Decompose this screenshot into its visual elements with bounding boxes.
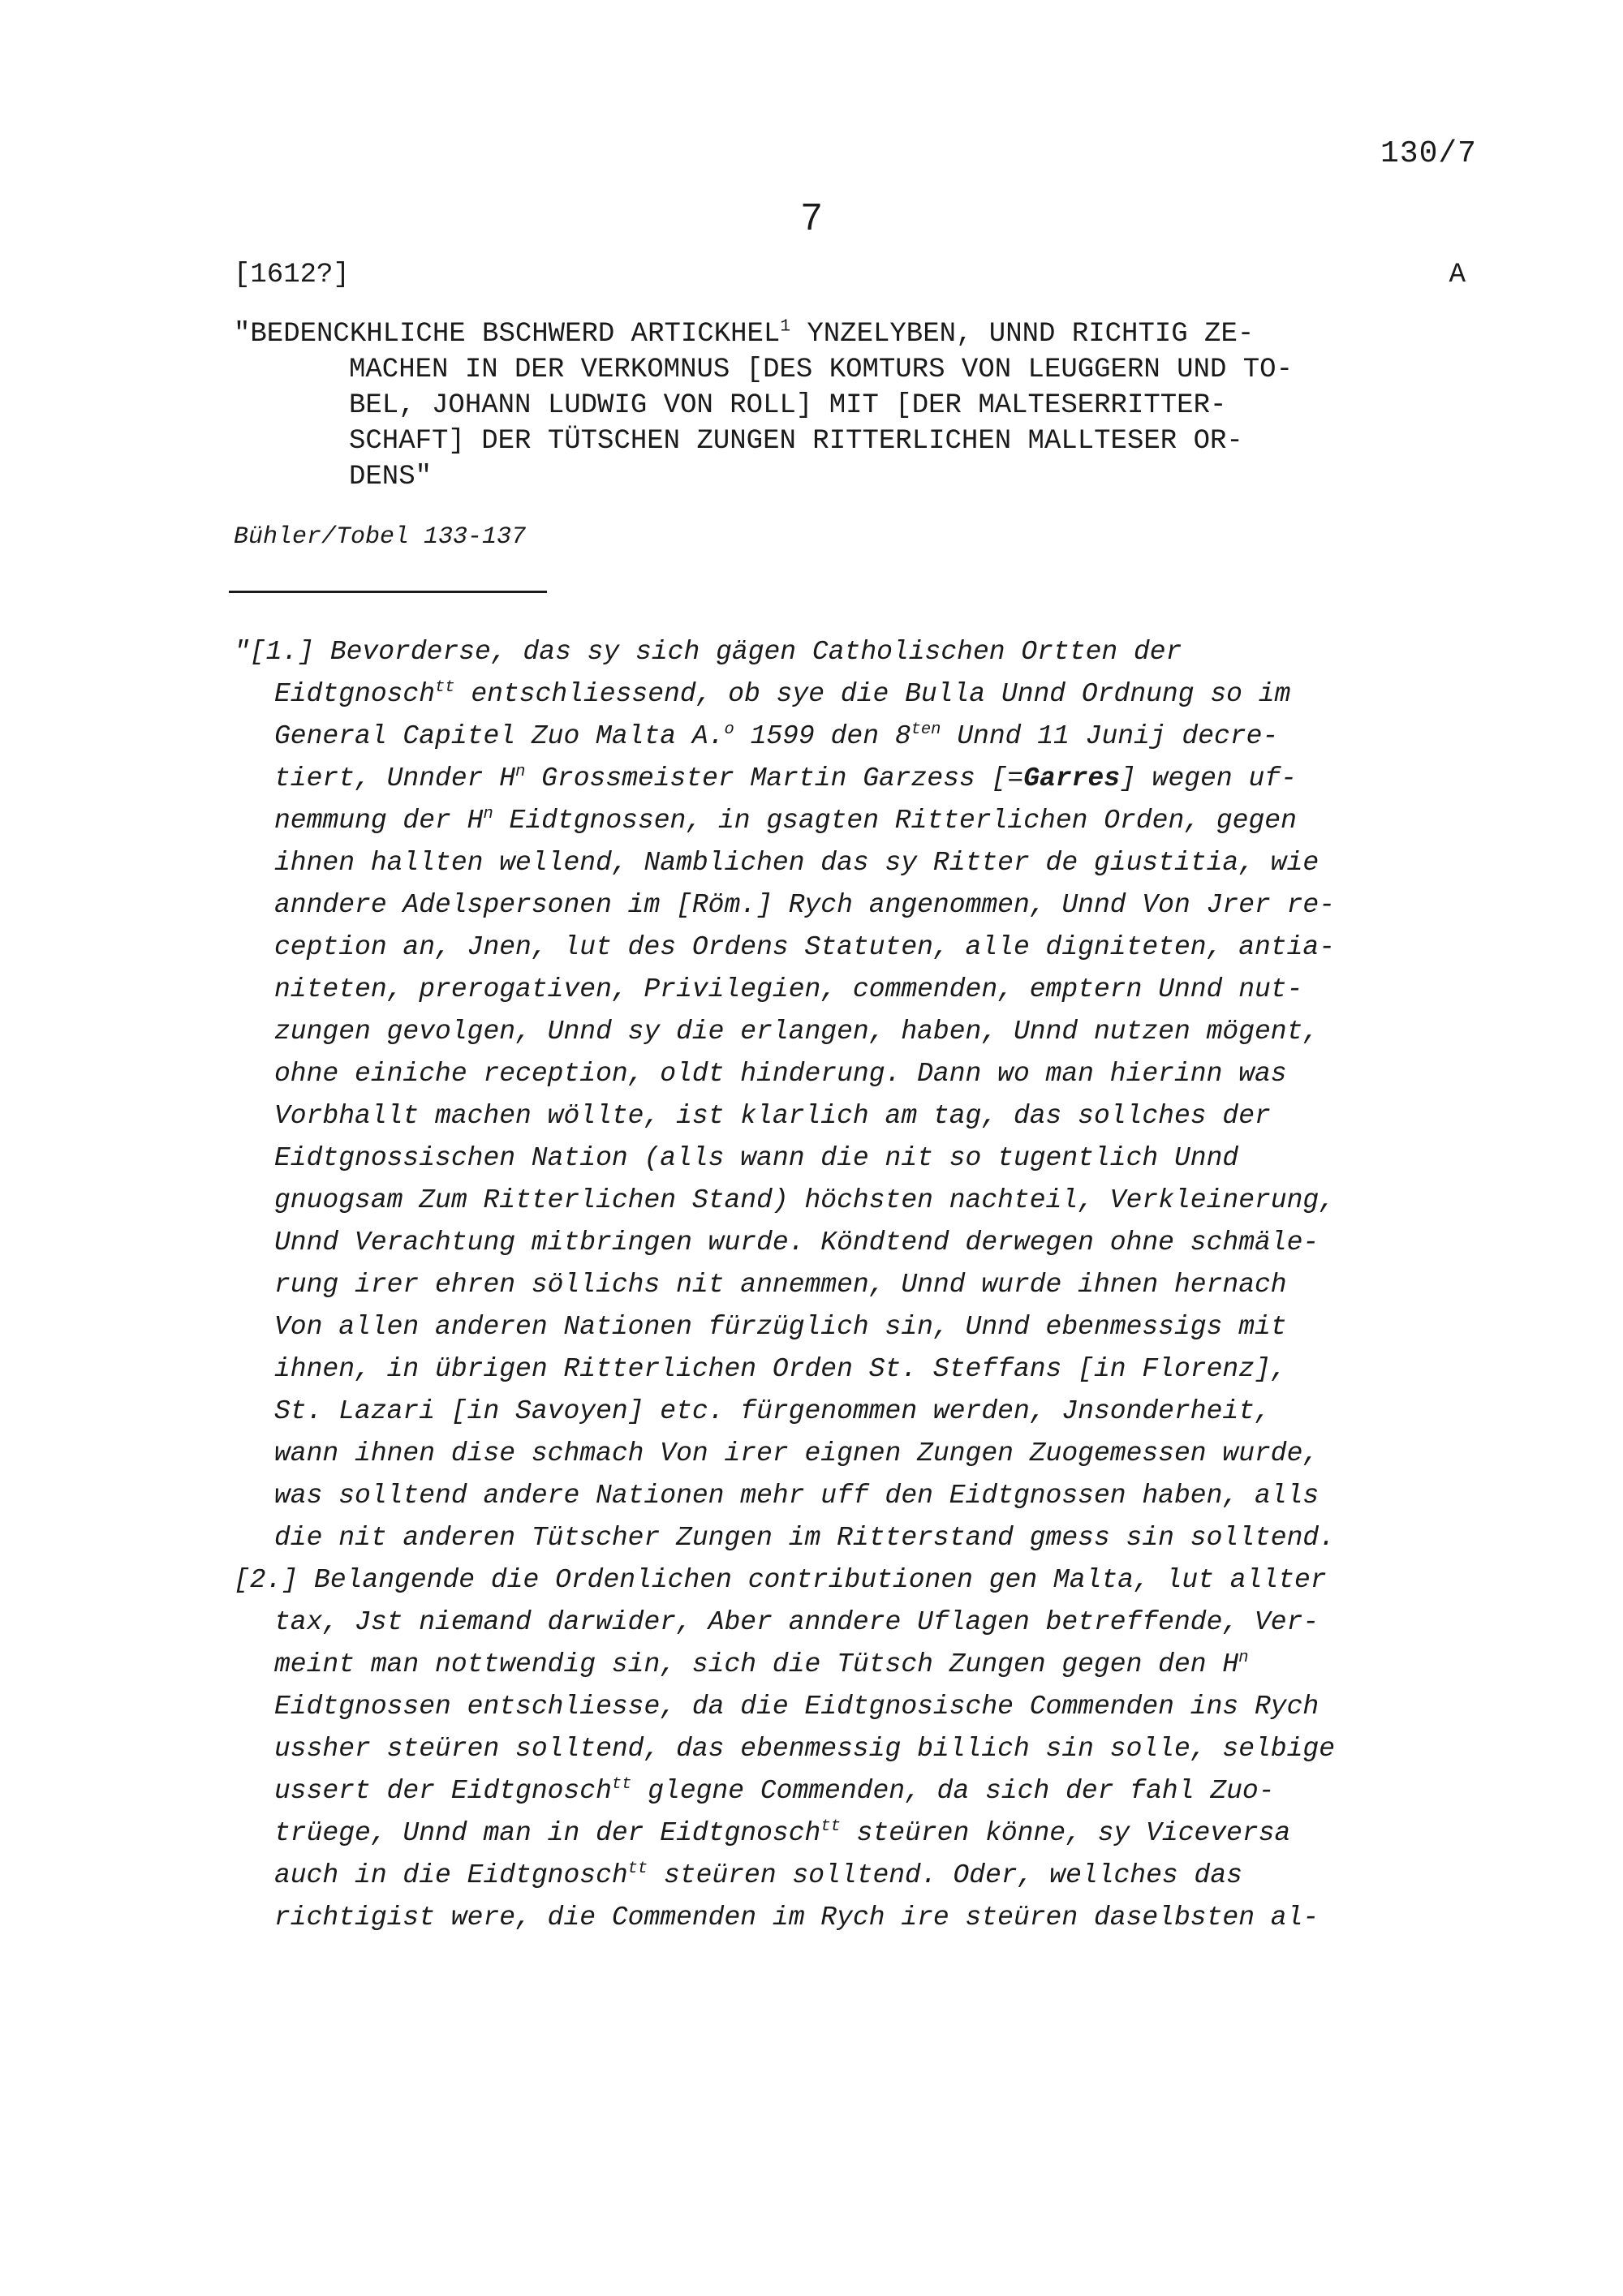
text-run: steüren solltend. Oder, wellches das: [648, 1860, 1242, 1890]
text-run: entschliessend, ob sye die Bulla Unnd Ordnung so im: [454, 679, 1291, 709]
body-line: [234, 716, 1335, 758]
text-run: Garres: [1023, 763, 1121, 793]
superscript-text: tt: [627, 1860, 648, 1878]
body-line: [234, 1770, 1335, 1812]
text-run: trüege, Unnd man in der Eidtgnosch: [274, 1818, 821, 1848]
text-run: St. Lazari [in Savoyen] etc. fürgenommen werden, Jnsonderheit,: [274, 1396, 1271, 1426]
text-run: ] wegen uf-: [1120, 763, 1297, 793]
body-line: [234, 1306, 1335, 1348]
title-line: [234, 352, 1293, 388]
page-number: 7: [801, 196, 822, 238]
text-run: ception an, Jnen, lut des Ordens Statuten, alle digniteten, antia-: [274, 932, 1336, 962]
text-run: Von allen anderen Nationen fürzüglich sin, Unnd ebenmessigs mit: [274, 1312, 1287, 1342]
body-line: [234, 1475, 1335, 1517]
text-run: zungen gevolgen, Unnd sy die erlangen, haben, Unnd nutzen mögent,: [274, 1017, 1319, 1047]
body-line: [234, 1264, 1335, 1306]
document-body: [234, 631, 1335, 1939]
text-run: richtigist were, die Commenden im Rych ire steüren daselbsten al-: [274, 1903, 1319, 1933]
text-run: SCHAFT] DER TÜTSCHEN ZUNGEN RITTERLICHEN MALLTESER OR-: [349, 426, 1243, 457]
body-line: [234, 1644, 1335, 1686]
body-line: [234, 1897, 1335, 1939]
text-run: DENS": [349, 462, 433, 492]
body-line: [234, 1137, 1335, 1180]
document-title: [234, 316, 1293, 495]
document-letter: A: [1449, 260, 1466, 290]
superscript-text: tt: [820, 1817, 841, 1836]
body-line: [234, 1517, 1335, 1559]
text-run: Unnd Verachtung mitbringen wurde. Köndtend derwegen ohne schmäle-: [274, 1228, 1319, 1258]
body-line: [234, 800, 1335, 842]
body-line: [234, 1095, 1335, 1137]
title-line: [234, 424, 1293, 459]
superscript-text: n: [483, 805, 493, 823]
superscript-text: tt: [611, 1775, 632, 1794]
body-line: [234, 842, 1335, 884]
text-run: Eidtgnosch: [274, 679, 436, 709]
text-run: meint man nottwendig sin, sich die Tütsch Zungen gegen den H: [274, 1649, 1239, 1679]
text-run: anndere Adelspersonen im [Röm.] Rych angenommen, Unnd Von Jrer re-: [274, 890, 1336, 920]
body-line: [234, 969, 1335, 1011]
document-date: [1612?]: [234, 260, 350, 290]
body-line: [234, 1391, 1335, 1433]
text-run: auch in die Eidtgnosch: [274, 1860, 628, 1890]
superscript-text: n: [1238, 1649, 1249, 1667]
text-run: "BEDENCKHLICHE BSCHWERD ARTICKHEL: [234, 319, 781, 350]
body-line: [234, 1222, 1335, 1264]
text-run: [2.] Belangende die Ordenlichen contributionen gen Malta, lut allter: [234, 1565, 1327, 1595]
superscript-text: n: [515, 763, 526, 781]
text-run: Grossmeister Martin Garzess [=: [525, 763, 1024, 793]
divider-rule: [229, 591, 547, 593]
body-line: [234, 884, 1335, 927]
text-run: steüren könne, sy Viceversa: [840, 1818, 1291, 1848]
body-line: [234, 1011, 1335, 1053]
text-run: die nit anderen Tütscher Zungen im Ritterstand gmess sin solltend.: [274, 1523, 1336, 1553]
text-run: ihnen hallten wellend, Namblichen das sy Ritter de giustitia, wie: [274, 848, 1319, 878]
body-line: [234, 1559, 1335, 1602]
text-run: ihnen, in übrigen Ritterlichen Orden St. Steffans [in Florenz],: [274, 1354, 1287, 1384]
text-run: glegne Commenden, da sich der fahl Zuo-: [631, 1776, 1275, 1806]
text-run: YNZELYBEN, UNND RICHTIG ZE-: [790, 319, 1255, 350]
text-run: wann ihnen dise schmach Von irer eignen Zungen Zuogemessen wurde,: [274, 1438, 1319, 1468]
title-line: [234, 388, 1293, 424]
body-line: [234, 1812, 1335, 1855]
body-line: [234, 1348, 1335, 1391]
text-run: "[1.] Bevorderse, das sy sich gägen Catholischen Ortten der: [234, 637, 1182, 667]
body-line: [234, 1686, 1335, 1728]
text-run: gnuogsam Zum Ritterlichen Stand) höchsten nachteil, Verkleinerung,: [274, 1185, 1336, 1215]
body-line: [234, 1855, 1335, 1897]
text-run: nemmung der H: [274, 806, 484, 836]
title-line: [234, 459, 1293, 495]
text-run: ussher steüren solltend, das ebenmessig billich sin solle, selbige: [274, 1734, 1336, 1764]
source-citation: Bühler/Tobel 133-137: [234, 523, 527, 551]
text-run: was solltend andere Nationen mehr uff den Eidtgnossen haben, alls: [274, 1481, 1319, 1511]
text-run: niteten, prerogativen, Privilegien, commenden, emptern Unnd nut-: [274, 974, 1303, 1004]
text-run: BEL, JOHANN LUDWIG VON ROLL] MIT [DER MALTESERRITTER-: [349, 390, 1227, 421]
body-line: [234, 1728, 1335, 1770]
body-line: [234, 1180, 1335, 1222]
superscript-text: o: [724, 720, 734, 739]
text-run: ohne einiche reception, oldt hinderung. Dann wo man hierinn was: [274, 1059, 1287, 1089]
body-line: [234, 758, 1335, 800]
body-line: [234, 631, 1335, 673]
text-run: Eidtgnossischen Nation (alls wann die nit so tugentlich Unnd: [274, 1143, 1239, 1173]
text-run: tax, Jst niemand darwider, Aber anndere Uflagen betreffende, Ver-: [274, 1607, 1319, 1637]
text-run: rung irer ehren söllichs nit annemmen, Unnd wurde ihnen hernach: [274, 1270, 1287, 1300]
body-line: [234, 927, 1335, 969]
page-reference: 130/7: [1380, 136, 1477, 171]
text-run: General Capitel Zuo Malta A.: [274, 721, 725, 751]
body-line: [234, 1602, 1335, 1644]
text-run: Eidtgnossen entschliesse, da die Eidtgnosische Commenden ins Rych: [274, 1692, 1319, 1722]
body-line: [234, 1433, 1335, 1475]
body-line: [234, 673, 1335, 716]
text-run: Eidtgnossen, in gsagten Ritterlichen Orden, gegen: [493, 806, 1297, 836]
text-run: 1599 den 8: [734, 721, 911, 751]
text-run: Vorbhallt machen wöllte, ist klarlich am tag, das sollches der: [274, 1101, 1271, 1131]
text-run: MACHEN IN DER VERKOMNUS [DES KOMTURS VON LEUGGERN UND TO-: [349, 355, 1293, 385]
title-line: [234, 316, 1293, 352]
superscript-text: ten: [911, 720, 941, 739]
text-run: ussert der Eidtgnosch: [274, 1776, 612, 1806]
body-line: [234, 1053, 1335, 1095]
text-run: tiert, Unnder H: [274, 763, 516, 793]
text-run: Unnd 11 Junij decre-: [941, 721, 1279, 751]
superscript-text: 1: [780, 316, 790, 337]
superscript-text: tt: [435, 678, 455, 697]
